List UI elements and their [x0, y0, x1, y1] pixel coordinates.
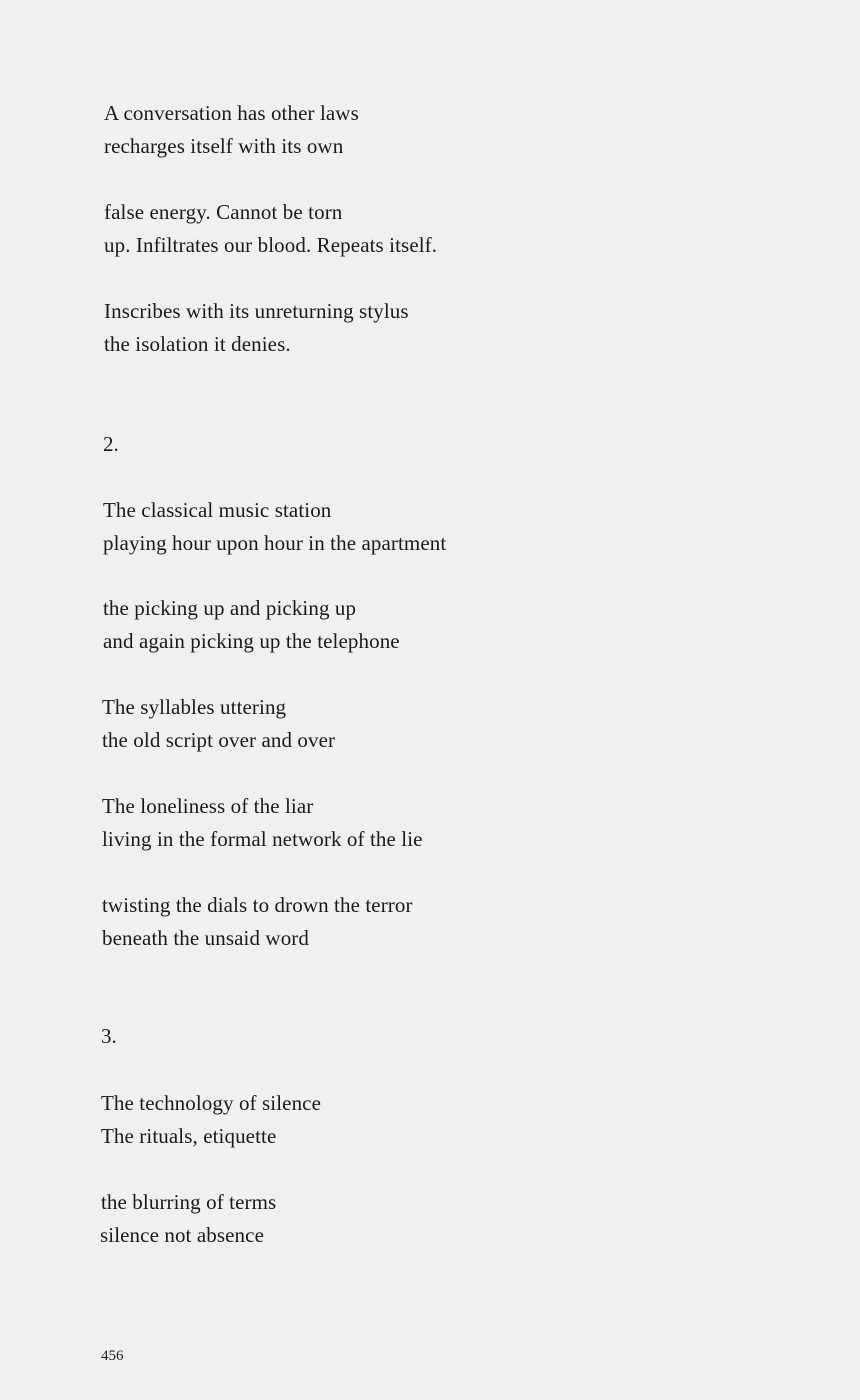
poem-line: living in the formal network of the lie — [102, 827, 423, 851]
poem-line: recharges itself with its own — [104, 134, 344, 158]
page-number: 456 — [101, 1348, 124, 1364]
section-number: 2. — [103, 432, 119, 456]
poem-line: the blurring of terms — [101, 1190, 277, 1214]
poem-line: A conversation has other laws — [104, 101, 359, 125]
poem-line: The syllables uttering — [102, 695, 287, 719]
section-number: 3. — [101, 1024, 117, 1048]
poem-line: Inscribes with its unreturning stylus — [104, 299, 409, 323]
poem-line: twisting the dials to drown the terror — [102, 893, 413, 917]
poem-line: The rituals, etiquette — [101, 1124, 277, 1148]
poem-line: and again picking up the telephone — [103, 629, 400, 653]
poem-line: false energy. Cannot be torn — [104, 200, 343, 224]
poem-line: The loneliness of the liar — [102, 794, 314, 818]
poem-line: silence not absence — [100, 1223, 264, 1247]
poem-line: The classical music station — [103, 498, 332, 522]
poem-line: beneath the unsaid word — [102, 926, 309, 950]
poem-line: the isolation it denies. — [104, 332, 291, 356]
poem-line: the old script over and over — [102, 728, 336, 752]
poem-line: The technology of silence — [101, 1091, 322, 1115]
poem-line: playing hour upon hour in the apartment — [103, 531, 447, 555]
poem-line: the picking up and picking up — [103, 596, 357, 620]
poem-line: up. Infiltrates our blood. Repeats itself. — [104, 233, 438, 257]
